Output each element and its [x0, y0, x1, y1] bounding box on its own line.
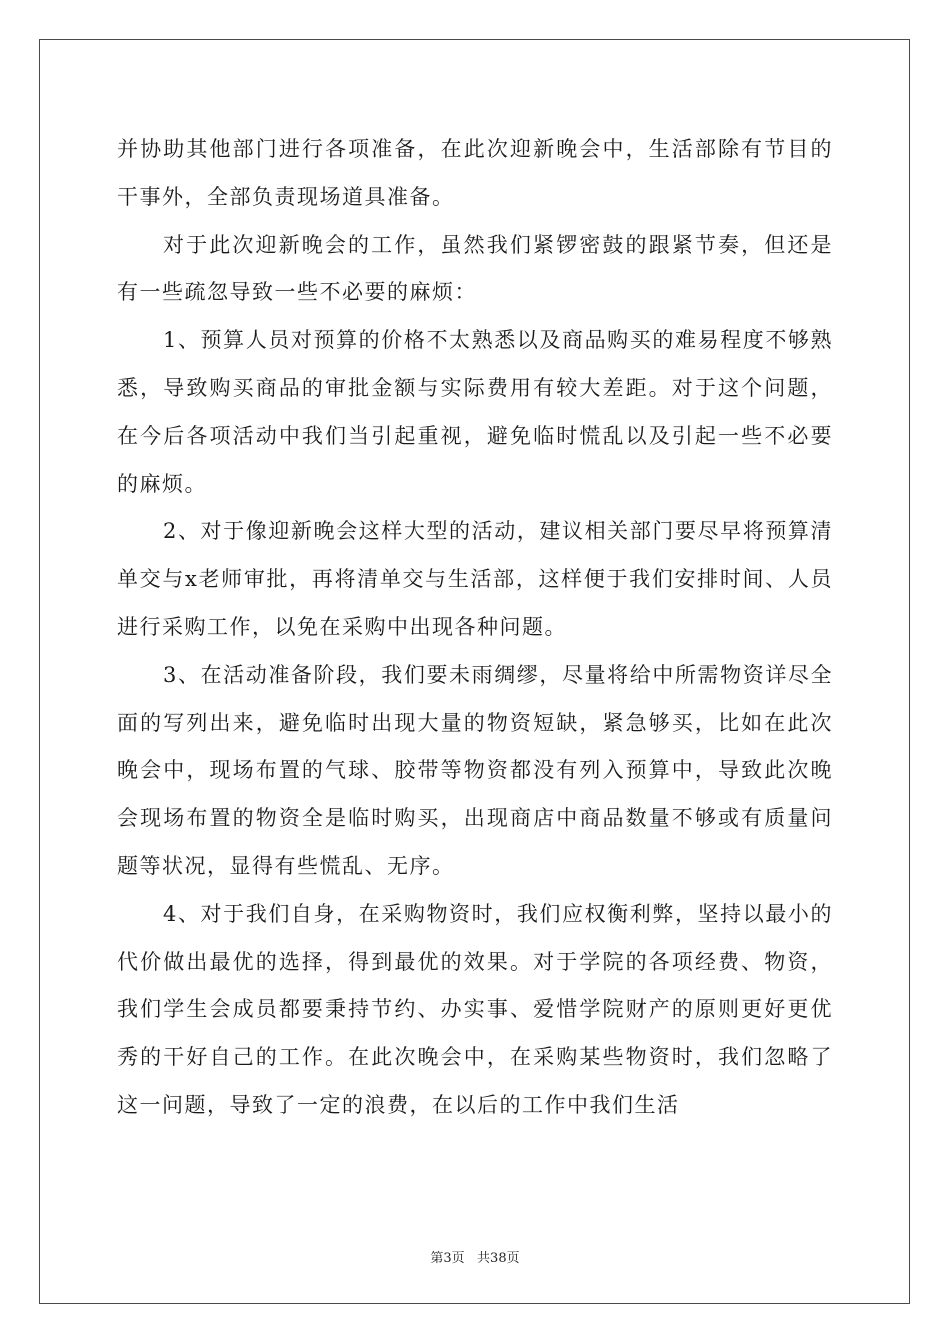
paragraph-6: 4、对于我们自身，在采购物资时，我们应权衡利弊，坚持以最小的代价做出最优的选择，得到最优的效果。对于学院的各项经费、物资，我们学生会成员都要秉持节约、办实事、爱惜学院财产的原则更好更优秀的干好自己的工作。在此次晚会中，在采购某些物资时，我们忽略了这一问题，导致了一定的浪费，在以后的工作中我们生活: [117, 901, 833, 1117]
paragraph-3: 1、预算人员对预算的价格不太熟悉以及商品购买的难易程度不够熟悉，导致购买商品的审批金额与实际费用有较大差距。对于这个问题，在今后各项活动中我们当引起重视，避免临时慌乱以及引起一些不必要的麻烦。: [117, 328, 833, 496]
page-number-footer: 第3页 共38页: [430, 1251, 520, 1266]
paragraph-2: 对于此次迎新晚会的工作，虽然我们紧锣密鼓的跟紧节奏，但还是有一些疏忽导致一些不必要的麻烦：: [117, 232, 833, 305]
paragraph-1: 并协助其他部门进行各项准备，在此次迎新晚会中，生活部除有节目的干事外，全部负责现场道具准备。: [117, 137, 833, 209]
paragraph-4: 2、对于像迎新晚会这样大型的活动，建议相关部门要尽早将预算清单交与x老师审批，再将清单交与生活部，这样便于我们安排时间、人员进行采购工作，以免在采购中出现各种问题。: [117, 519, 833, 639]
paragraph-5: 3、在活动准备阶段，我们要未雨绸缪，尽量将给中所需物资详尽全面的写列出来，避免临时出现大量的物资短缺，紧急够买，比如在此次晚会中，现场布置的气球、胶带等物资都没有列入预算中，导致此次晚会现场布置的物资全是临时购买，出现商店中商品数量不够或有质量问题等状况，显得有些慌乱、无序。: [117, 662, 833, 878]
document-body: [117, 126, 833, 1130]
